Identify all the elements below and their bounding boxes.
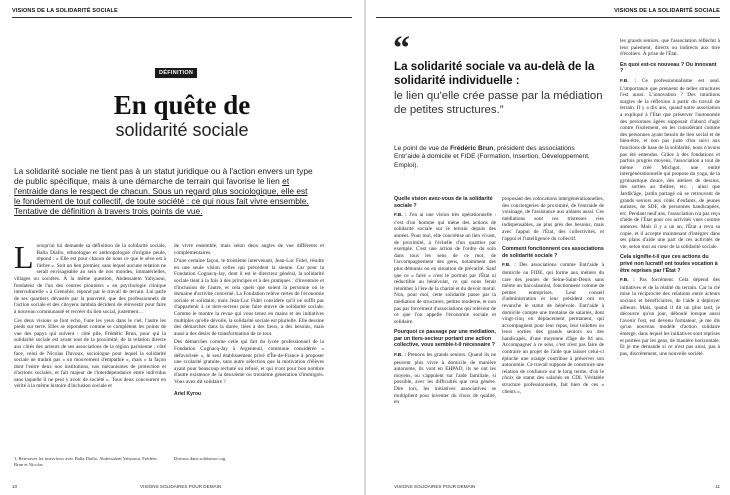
left-column-2 — [174, 243, 324, 398]
answer-label: F.B. : — [502, 263, 516, 269]
answer-text: Pas forcément. Cela dépend des initiatives et de la réalité du terrain. Car la clé mise la réciprocité des relations entre acteurs sociaux et bénéficiaires, de l'aide à déployer ailleurs. Mais, quand il dit un plus tard, je découvre qu'un jour, déboulé lorsque aussi l'avenir l'est, est devenu formateur, je me dis qu'un nouveau modèle d'action solidaire émerge, dans lequel les initiatives sont reprises et portées par les gens, de manière horizontale. Et je me demande si ce n'est pas ainsi, pas à pas, discrètement, une nouvelle société. — [620, 277, 720, 357]
opening-quote-icon: “ — [393, 30, 410, 67]
closing-quote-icon: ” — [499, 104, 504, 116]
lede-part-2: et l'entraide dans le respect de chacun. Sous un regard plus sociologique, elle est le fondement de tout collectif, de toute société : ce qui nous fait vivre ensemble. — [14, 176, 309, 206]
running-header-right: VISIONS DE LA SOLIDARITÉ SOCIALE — [614, 8, 720, 14]
answer-label: F.B. : — [394, 213, 407, 219]
right-column-1 — [394, 196, 496, 408]
header-rule — [376, 17, 720, 18]
page-number-left: 10 — [12, 484, 18, 489]
article-lede — [14, 166, 314, 216]
running-header-left: VISIONS DE LA SOLIDARITÉ SOCIALE — [12, 8, 118, 14]
answer-label: F.B. : — [620, 78, 637, 84]
pull-quote-bold: La solidarité sociale va au-delà de la solidarité individuelle : — [394, 60, 595, 87]
right-column-2 — [502, 196, 604, 397]
right-page — [366, 0, 730, 495]
intro-suffix: , président des associations Entr'aide à domicile et FIDE (Formation, Insertion, Développement, Emploi). — [394, 145, 590, 169]
question: Pourquoi ce passage par une médiation, par un tiers-secteur portant une action collective, vous semble-t-il nécessaire ? — [394, 329, 496, 349]
intro-prefix: Le point de vue de — [394, 145, 451, 152]
lede-part-1: La solidarité sociale ne tient pas à un statut juridique ou à l'action envers un type de public spécifique, mais à une démarche de terrain qui favorise le lien — [14, 166, 313, 186]
footer-title-right: VISIONS SOLIDAIRES POUR DEMAIN — [394, 484, 476, 489]
col1-paragraph-1: orsqu'on lui demande sa définition de la solidarité sociale, Balla Diallo, ethnologue et anthropologue d'origine peule, répond : « Elle est pour chacun de nous ce que le sève est à l'arbre ». Soit un lien premier, sans lequel aucune relation ne serait envisageable au sein de nos mondes, immatérielles, villages ou sociétés. À la même question, Abdessalem Yahyaoui, fondateur de l'un des centres pionniers « en psychologie clinique interculturelle » à Grenoble, répond par le travail de terrain. Lui parle de ses quartiers dévastés par la pauvreté, que des professionnels de l'action sociale et des citoyens lambda décident de réinvestir pour faire à nouveau communauté et recréer du lien social, justement… — [14, 243, 166, 315]
col1-paragraph-2: Ces deux visions se font écho, l'une les yeux dans le ciel, l'autre les pieds sur terre. Elles se répondent comme se complètent les points de vue des papys qui suivent : côté pile, Frédéric Brun, pour qui la solidarité sociale est avant tout de la proximité, de la relation directe aux côtés des acteurs de ses associations de la région parisienne ; côté face, celui de Nicolas Duvoux, sociologue pour lequel la solidarité sociale ne traduit pas « un mouvement d'empathie », mais « la façon dont l'entre deux nos institutions, nos mécanismes de protection et d'actions sociales, et fait majeur de l'interdépendance entre individus sans laquelle il ne peut y avoir de société ». Tous deux concourent en vérité à la même histoire d'inclusion sociale et — [14, 317, 166, 390]
answer — [620, 78, 720, 250]
section-kicker: DÉFINITION — [155, 68, 197, 78]
question: Quelle vision avez-vous de la solidarité sociale ? — [394, 196, 493, 209]
interviewee-name: Frédéric Brun — [450, 145, 494, 152]
lede-part-3: Tentative de définition à travers trois points de vue. — [14, 206, 203, 216]
paragraph: proposant des colocations intergénérationnelles, des conciergeries de proximité, de l'entraide de voisinage, de l'assistance aux aidants aussi. Ces médiations sont ces tristesses vies indispensables, au plus près des besoins, mais avec l'appui de l'État, des collectivités, et l'appui et l'intelligence du collectif. — [502, 196, 604, 242]
article-subtitle: solidarité sociale — [115, 120, 249, 140]
page-number-right: 11 — [715, 484, 720, 489]
footer-title-left: VISIONS SOLIDAIRES POUR DEMAIN — [140, 484, 222, 489]
question: Cela signifie-t-il que ces actions du privé non lucratif ont toutes vocation à être reprises par l'État ? — [620, 254, 718, 274]
question: En quoi est-ce nouveau ? Ou innovant ? — [620, 61, 717, 75]
answer-text: Des associations comme Entr'aide à domicile ou FIDE, qui forme aux métiers du care des jeunes de Seine-Saint-Denis sans même un baccalauréat, fonctionnent comme de petites entreprises. Leur conseil d'administration et leur président ont en revanche le statut de bénévole. Entr'aide à domicile compte une trentaine de salariés, dont vingt-cinq en déplacement permanent, qui accompagnent pour leur repas, leur toilettes ou leurs sorties des grands seniors ou des handicapés, d'une moyenne d'âge de 84 ans. Accompagner à ce sens, c'est n'est pas faire de contraire un projet de l'aide que laisser celui-ci épluche une orange contribue à préserver son autonomie. Ce travail suppose de construire une relation de confiance sur le long terme, d'où le choix de statut des salariés en CDI. Véritable structure professionnelle, fait bien de ces « clients », — [502, 262, 604, 395]
left-column-1 — [14, 239, 166, 392]
footnote-link: Duvoux dans solidarsoc.org — [174, 456, 226, 461]
article-title: En quête de — [113, 90, 251, 120]
answer-label: F.B. : — [394, 353, 406, 359]
answer — [502, 262, 604, 395]
answer — [394, 212, 496, 325]
answer-text: Ce professionnalisme est seul. L'importance que prennent de telles structures l'est aussi. L'innovation ? Des intuitions surgies de la réflexion à partir du travail de terrain. Il y a dix ans, quand notre association a expliqué à l'État que préserver l'autonomie des personnes âgées supposait d'abord d'agir contre l'isolement, en les considérant comme des personnes ayant besoin de lien social et de bien-être, et non pas juste d'un suivi aux fonctions de base de la solidarité, nous n'avons pas été entendus. Grâce à des fondations et parfois progrès moyens, l'association a tout de même créé Michgot, une entité intergénérationnelle qui propose du yoga, de la gymnastique douce, des ateliers de dessins, des sorties au théâtre, etc. ; ainsi que Jardik'âge, jardin partagé où se retrouvent de grands seniors aux côtés d'enfants, de jeunes autistes, de SDF, de personnes handicapées, etc. Pendant neuf ans, l'association n'a pas reçu d'aide de l'État pour ces activités vues comme annexes. Mais il y a un an, l'État a revu sa copie, et il accepte maintenant d'intégrer dans ses plans d'aide une part de ces activités de vie, selon moi au cœur de la solidarité sociale. — [620, 77, 720, 250]
author-signature: Ariel Kyrou — [174, 391, 201, 398]
drop-cap: L — [14, 239, 34, 275]
answer — [620, 277, 720, 357]
header-rule — [12, 17, 352, 18]
answer — [394, 352, 496, 406]
answer-label: F.B. : — [620, 278, 635, 284]
pull-quote-light — [394, 89, 604, 117]
col2-paragraph-1: de vivre ensemble, mais selon deux angles de vue différents et complémentaires. — [174, 243, 324, 256]
footnote: 1. Retrouvez les interviews avec Balla Diallo, Abdessalem Yahyaoui, Frédéric Brun et Nicolas — [14, 456, 158, 467]
answer-text: Prenons les grands seniors. Quand ils ne peuvent plus vivre à domicile de manière autonome, ils vont en EHPAD, ils ne ont les moyens, ou s'appuient sur l'aide familiale, si possible, avec les difficultés que cela génère. Dire lors, les initiatives associatives se multiplient pour inventer du choix de qualité, en — [394, 352, 496, 406]
question: Comment fonctionnent ces associations de solidarité sociale ? — [502, 246, 604, 259]
right-column-3 — [620, 38, 720, 359]
pull-quote-light-text: le lien qu'elle crée passe par la médiation de petites structures. — [394, 90, 603, 116]
col2-paragraph-2: D'une certaine façon, le troisième intervenant, Jean-Luc Fidel, résulte en une seule vision celles qui précèdent la sienne. Car pour la Fondation Cognacq-Jay, dont il est le directeur général, la solidarité sociale tient à la fois à des principes et à des pratiques : d'inventure et d'inclusion de l'autre, et cela quels que soient la personne ou le domaine d'activité concerné. La Fondation relève certes de l'économie sociale et solidaire, mais Jean-Luc Fidel considère qu'il ne suffit pas d'appartenir à ce tiers-secteur pour faire œuvre de solidarité sociale. Comme le montre la revue qui vous tenez en mains et les initiatives multiples qu'elle dévoile, la solidarité sociale est plurielle. Elle dessine des démarches dans la durée, liées à des lieux, à des besoins, mais aussi à des désirs de transformation de ce tout. — [174, 258, 324, 337]
answer-text: J'en ai une vision très opérationnelle : c'est d'un homme qui mène des actions de solidarité sociale sur le terrain depuis des années. Pour moi, elle concrétise un lien vivant, de proximité, à l'échelle d'un quartier par exemple. C'est une action de l'ordre du soin dans tous les sens de ce mot, de l'accompagnement des gens, notamment des plus démunis ou en situation de précarité. Sauf que ce « faire » n'est le portrait par l'État ni réductible au bénévolat, ce qui nous ferait retomber à l'ère de la charité et du devoir moral. Non, pour moi, cette solidarité passe par la médiation de structures, petites moderne, et non pas par forcément d'associations qui relèvent de ce que l'on appelle l'économie sociale et solidaire. — [394, 212, 496, 325]
paragraph: les grands seniors, que l'association réfléchit à leur paiement, directs ou indirects aux titre d'écoliers. À prise de l'État. — [620, 38, 720, 58]
interview-intro — [394, 145, 599, 170]
col2-paragraph-3: Des démarches comme celle qui fait du lycée professionnel de la Fondation Cognacq-Jay à Argenteuil, commune considérée « défavorisée », le seul établissement privé d'Île-de-France à proposer une scolarité gratuite, sans autre sélection que la motivation d'élèves ayant pour beaucoup rechuté ou refusé, et qui n'ont pour bon nombre d'autre existence de la deuxième ou troisième génération d'immigrés. Vous avez dit solidaire ? — [174, 339, 324, 385]
left-page — [0, 0, 364, 495]
